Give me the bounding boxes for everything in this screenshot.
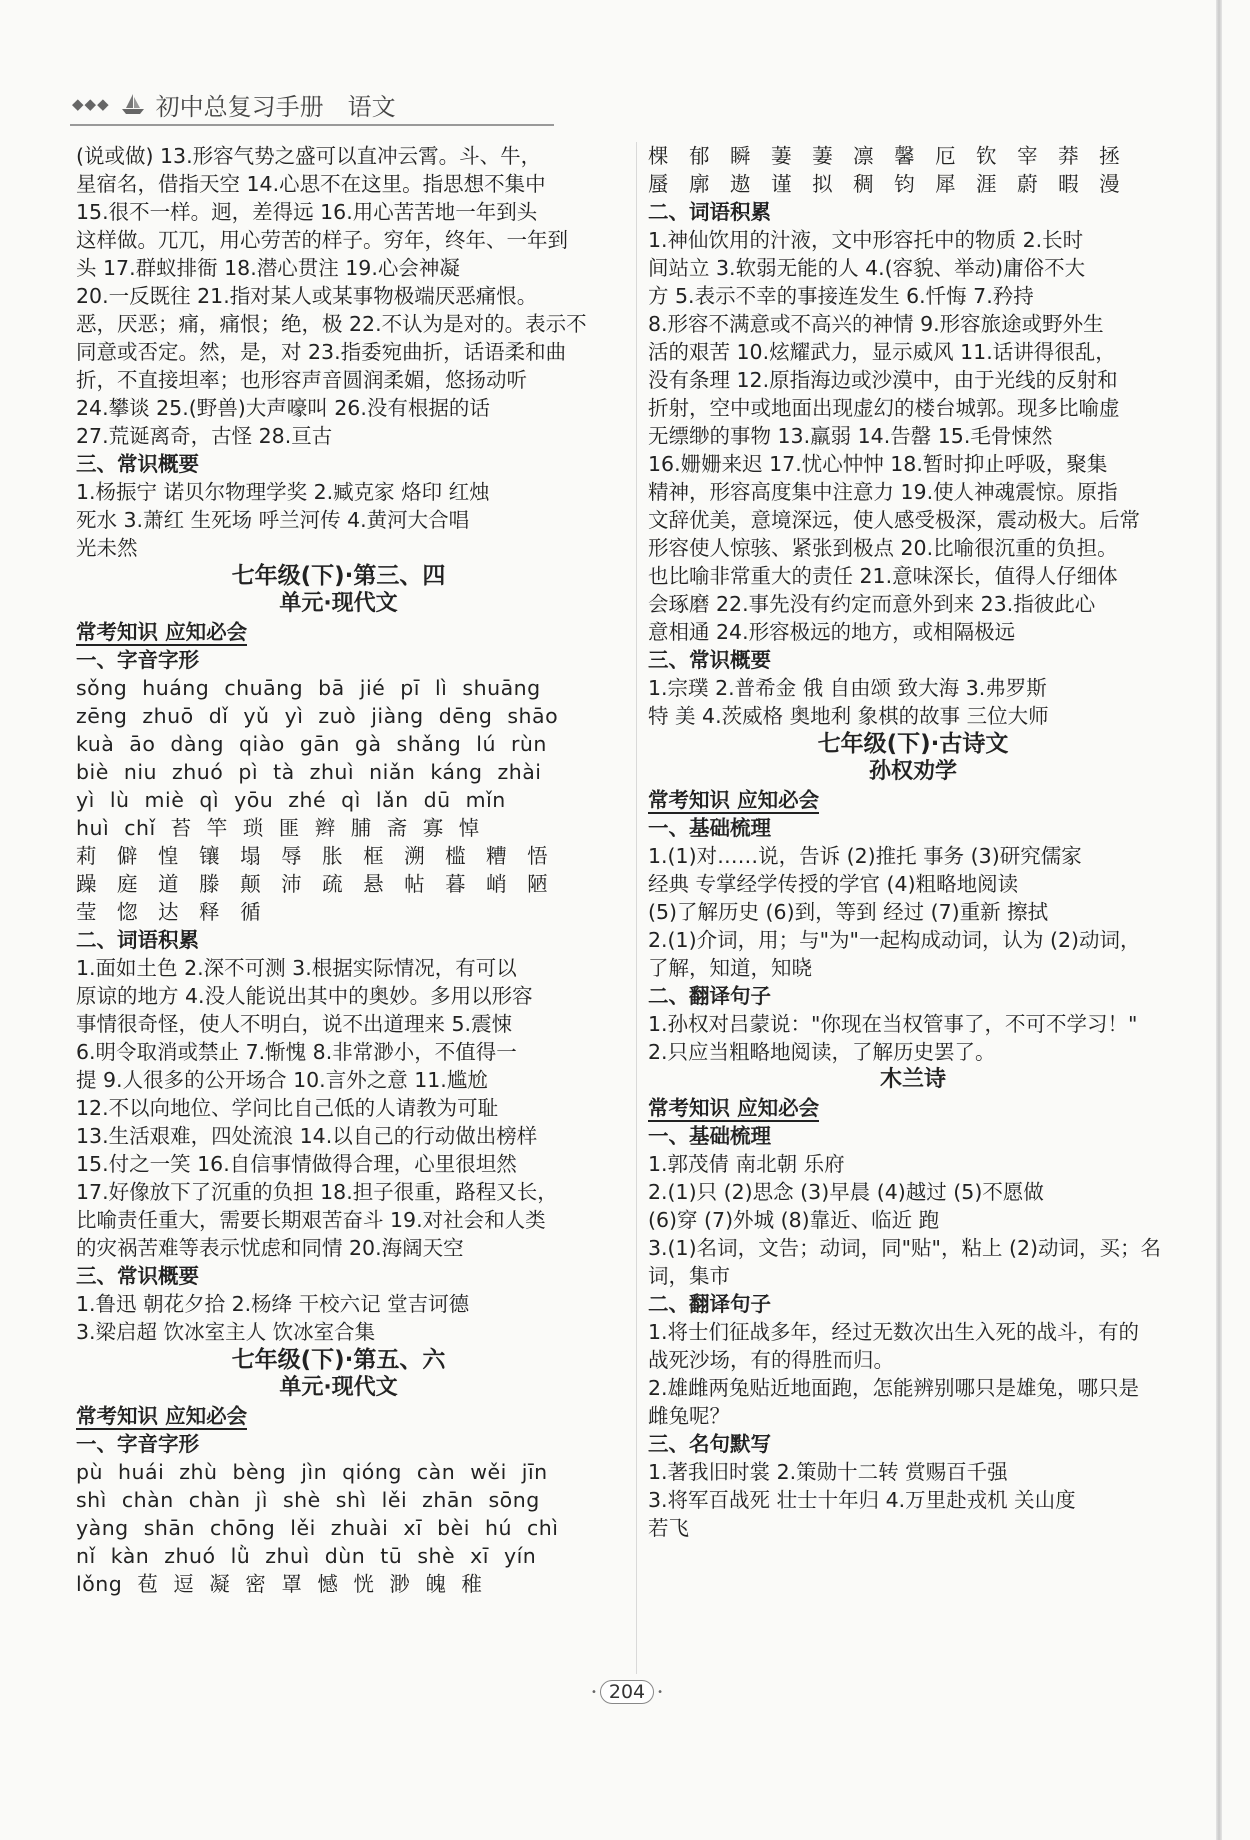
text-line: 2.只应当粗略地阅读，了解历史罢了。 [648, 1040, 996, 1064]
text-line: 提 9.人很多的公开场合 10.言外之意 11.尴尬 [76, 1068, 488, 1092]
text-line: 经典 专掌经学传授的学官 (4)粗略地阅读 [648, 872, 1019, 896]
right-column [648, 142, 1178, 1542]
character-line: 棵 郁 瞬 萋 萋 凛 馨 厄 钦 宰 莽 拯 [648, 144, 1122, 168]
character-line: 莹 惚 达 释 循 [76, 900, 263, 924]
diamond-dots-icon: ◆◆◆ [72, 95, 110, 113]
text-line: 折射，空中或地面出现虚幻的楼台城郭。现多比喻虚 [648, 396, 1120, 420]
subsection-label: 常考知识 应知必会 [648, 1096, 820, 1120]
text-line: 8.形容不满意或不高兴的神情 9.形容旅途或野外生 [648, 312, 1104, 336]
section-heading: 三、名句默写 [648, 1432, 771, 1456]
text-line: 战死沙场，有的得胜而归。 [648, 1348, 894, 1372]
section-heading: 一、字音字形 [76, 648, 199, 672]
text-line: 意相通 24.形容极远的地方，或相隔极远 [648, 620, 1016, 644]
text-line: 文辞优美，意境深远，使人感受极深，震动极大。后常 [648, 508, 1140, 532]
pinyin-line: pù huái zhù bèng jìn qióng càn wěi jīn [76, 1460, 548, 1484]
text-line: 1.神仙饮用的汁液，文中形容托中的物质 2.长时 [648, 228, 1084, 252]
text-line: 星宿名，借指天空 14.心思不在这里。指思想不集中 [76, 172, 546, 196]
text-line: 1.孙权对吕蒙说："你现在当权管事了，不可不学习！" [648, 1012, 1138, 1036]
text-line: 27.荒诞离奇，古怪 28.亘古 [76, 424, 333, 448]
pinyin-line: shì chàn chàn jì shè shì lěi zhān sōng [76, 1488, 540, 1512]
character-line: 蜃 廓 遨 谨 拟 稠 钧 犀 涯 蔚 暇 漫 [648, 172, 1122, 196]
subsection-wrap [648, 1094, 1178, 1122]
text-line: 1.郭茂倩 南北朝 乐府 [648, 1152, 845, 1176]
text-line: 光未然 [76, 536, 138, 560]
section-heading: 二、词语积累 [76, 928, 199, 952]
section-heading: 一、基础梳理 [648, 1124, 771, 1148]
page-number: • 204 • [591, 1676, 663, 1708]
text-line: 词，集市 [648, 1264, 730, 1288]
text-line: 1.宗璞 2.普希金 俄 自由颂 致大海 3.弗罗斯 [648, 676, 1047, 700]
text-line: 特 美 4.茨威格 奥地利 象棋的故事 三位大师 [648, 704, 1049, 728]
section-heading: 二、词语积累 [648, 200, 771, 224]
text-line: (6)穿 (7)外城 (8)靠近、临近 跑 [648, 1208, 940, 1232]
pinyin-line: lǒng 苞 逗 凝 密 罩 憾 恍 渺 魄 稚 [76, 1572, 483, 1596]
text-line: 方 5.表示不幸的事接连发生 6.忏悔 7.矜持 [648, 284, 1034, 308]
text-line: 1.杨振宁 诺贝尔物理学奖 2.臧克家 烙印 红烛 [76, 480, 490, 504]
text-line: 1.鲁迅 朝花夕拾 2.杨绛 干校六记 堂吉诃德 [76, 1292, 470, 1316]
section-heading: 二、翻译句子 [648, 984, 771, 1008]
unit-title: 七年级(下)·古诗文 [817, 731, 1009, 757]
text-line: 2.雄雌两兔贴近地面跑，怎能辨别哪只是雄兔，哪只是 [648, 1376, 1140, 1400]
section-heading: 三、常识概要 [76, 1264, 199, 1288]
pinyin-line: huì chǐ 苔 竿 琐 匪 辫 脯 斋 寡 悼 [76, 816, 480, 840]
text-line: 6.明令取消或禁止 7.惭愧 8.非常渺小，不值得一 [76, 1040, 517, 1064]
text-line: 2.(1)只 (2)思念 (3)早晨 (4)越过 (5)不愿做 [648, 1180, 1044, 1204]
unit-subtitle: 单元·现代文 [279, 591, 398, 616]
text-line: 间站立 3.软弱无能的人 4.(容貌、举动)庸俗不大 [648, 256, 1086, 280]
running-header [72, 84, 396, 124]
text-line: 3.将军百战死 壮士十年归 4.万里赴戎机 关山度 [648, 1488, 1076, 1512]
text-line: 13.生活艰难，四处流浪 14.以自己的行动做出榜样 [76, 1124, 538, 1148]
text-line: 无缥缈的事物 13.羸弱 14.告罄 15.毛骨悚然 [648, 424, 1053, 448]
text-line: 这样做。兀兀，用心劳苦的样子。穷年，终年、一年到 [76, 228, 568, 252]
section-heading: 三、常识概要 [76, 452, 199, 476]
section-heading: 一、字音字形 [76, 1432, 199, 1456]
subsection-wrap [76, 1402, 601, 1430]
text-line: 事情很奇怪，使人不明白，说不出道理来 5.震悚 [76, 1012, 513, 1036]
text-line: 精神，形容高度集中注意力 19.使人神魂震惊。原指 [648, 480, 1118, 504]
pinyin-line: biè niu zhuó pì tà zhuì niǎn káng zhài [76, 760, 542, 784]
text-line: 24.攀谈 25.(野兽)大声嚎叫 26.没有根据的话 [76, 396, 490, 420]
pinyin-line: sǒng huáng chuāng bā jié pī lì shuāng [76, 676, 541, 700]
pinyin-line: kuà āo dàng qiào gān gà shǎng lú rùn [76, 732, 547, 756]
left-column [76, 142, 601, 1598]
text-line: 17.好像放下了沉重的负担 18.担子很重，路程又长， [76, 1180, 558, 1204]
text-line: (5)了解历史 (6)到，等到 经过 (7)重新 擦拭 [648, 900, 1049, 924]
text-line: 同意或否定。然，是，对 23.指委宛曲折，话语柔和曲 [76, 340, 567, 364]
section-heading: 三、常识概要 [648, 648, 771, 672]
text-line: 15.付之一笑 16.自信事情做得合理，心里很坦然 [76, 1152, 517, 1176]
text-line: 折，不直接坦率；也形容声音圆润柔媚，悠扬动听 [76, 368, 527, 392]
subsection-label: 常考知识 应知必会 [648, 788, 820, 812]
text-line: 20.一反既往 21.指对某人或某事物极端厌恶痛恨。 [76, 284, 538, 308]
text-line: 死水 3.萧红 生死场 呼兰河传 4.黄河大合唱 [76, 508, 470, 532]
text-line: 3.(1)名词，文告；动词，同"贴"，粘上 (2)动词，买；名 [648, 1236, 1162, 1260]
text-line: (说或做) 13.形容气势之盛可以直冲云霄。斗、牛， [76, 144, 542, 168]
character-line: 躁 庭 道 滕 颠 沛 疏 悬 帖 暮 峭 陋 [76, 872, 550, 896]
text-line: 没有条理 12.原指海边或沙漠中，由于光线的反射和 [648, 368, 1118, 392]
unit-subtitle: 单元·现代文 [279, 1375, 398, 1400]
text-line: 也比喻非常重大的责任 21.意味深长，值得人仔细体 [648, 564, 1118, 588]
text-line: 恶，厌恶；痛，痛恨；绝，极 22.不认为是对的。表示不 [76, 312, 587, 336]
header-rule [70, 124, 554, 126]
text-line: 15.很不一样。迥，差得远 16.用心苦苦地一年到头 [76, 200, 538, 224]
character-line: 莉 僻 惶 镶 塌 辱 胀 框 溯 槛 糟 悟 [76, 844, 550, 868]
text-line: 16.姗姗来迟 17.忧心忡忡 18.暂时抑止呼吸，聚集 [648, 452, 1108, 476]
text-line: 雌兔呢？ [648, 1404, 730, 1428]
text-line: 2.(1)介词，用；与"为"一起构成动词，认为 (2)动词， [648, 928, 1141, 952]
subsection-wrap [76, 618, 601, 646]
text-line: 若飞 [648, 1516, 689, 1540]
text-line: 1.将士们征战多年，经过无数次出生入死的战斗，有的 [648, 1320, 1140, 1344]
text-line: 1.(1)对……说，告诉 (2)推托 事务 (3)研究儒家 [648, 844, 1082, 868]
pinyin-line: zēng zhuō dǐ yǔ yì zuò jiàng dēng shāo [76, 704, 559, 728]
unit-title: 七年级(下)·第五、六 [231, 1347, 446, 1373]
sailboat-icon [120, 92, 146, 116]
text-line: 头 17.群蚁排衙 18.潜心贯注 19.心会神凝 [76, 256, 460, 280]
unit-subtitle: 木兰诗 [879, 1067, 946, 1092]
section-heading: 二、翻译句子 [648, 1292, 771, 1316]
subject-label: 语文 [347, 92, 396, 121]
text-line: 比喻责任重大，需要长期艰苦奋斗 19.对社会和人类 [76, 1208, 546, 1232]
text-line: 会琢磨 22.事先没有约定而意外到来 23.指彼此心 [648, 592, 1096, 616]
book-title: 初中总复习手册 [155, 92, 324, 121]
pinyin-line: yàng shān chōng lěi zhuài xī bèi hú chì [76, 1516, 559, 1540]
unit-subtitle: 孙权劝学 [868, 759, 957, 784]
text-line: 原谅的地方 4.没人能说出其中的奥妙。多用以形容 [76, 984, 533, 1008]
pinyin-line: nǐ kàn zhuó lǜ zhuì dùn tū shè xī yín [76, 1544, 537, 1568]
pinyin-line: yì lù miè qì yōu zhé qì lǎn dū mǐn [76, 788, 506, 812]
text-line: 活的艰苦 10.炫耀武力，显示威风 11.话讲得很乱， [648, 340, 1116, 364]
subsection-label: 常考知识 应知必会 [76, 1404, 248, 1428]
text-line: 3.梁启超 饮冰室主人 饮冰室合集 [76, 1320, 376, 1344]
section-heading: 一、基础梳理 [648, 816, 771, 840]
text-line: 1.面如土色 2.深不可测 3.根据实际情况，有可以 [76, 956, 517, 980]
text-line: 12.不以向地位、学问比自己低的人请教为可耻 [76, 1096, 499, 1120]
subsection-label: 常考知识 应知必会 [76, 620, 248, 644]
page-edge-shadow [1216, 0, 1222, 1840]
unit-title: 七年级(下)·第三、四 [231, 563, 446, 589]
subsection-wrap [648, 786, 1178, 814]
text-line: 的灾祸苦难等表示忧虑和同情 20.海阔天空 [76, 1236, 464, 1260]
text-line: 形容使人惊骇、紧张到极点 20.比喻很沉重的负担。 [648, 536, 1118, 560]
text-line: 1.著我旧时裳 2.策勋十二转 赏赐百千强 [648, 1460, 1008, 1484]
text-line: 了解，知道，知晓 [648, 956, 812, 980]
